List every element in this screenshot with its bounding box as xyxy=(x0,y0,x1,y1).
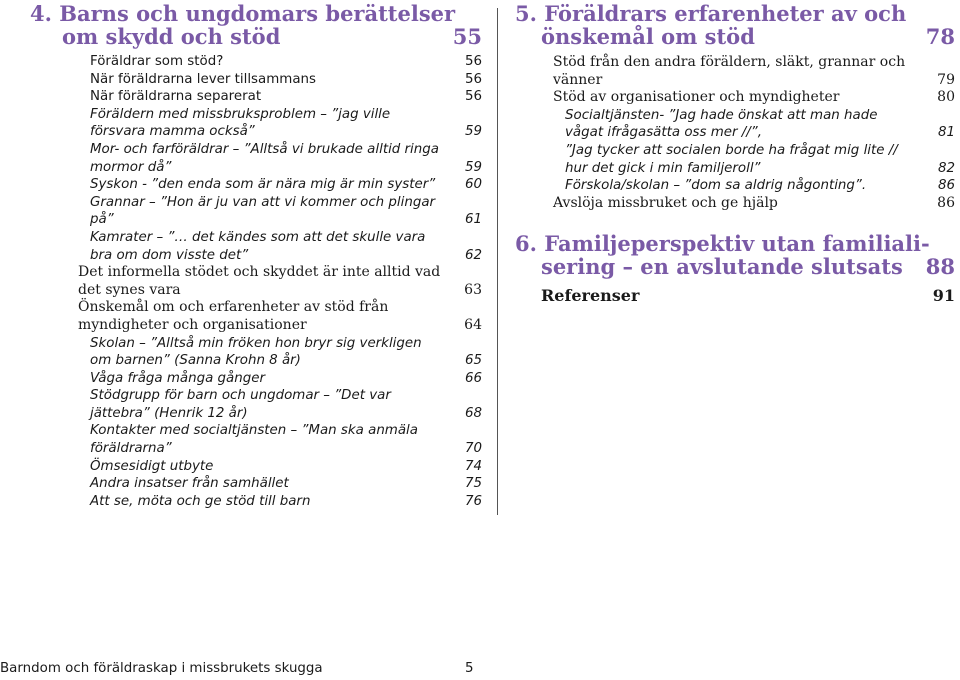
toc-entry-page: 86 xyxy=(937,194,955,211)
chapter-5-number: 5. xyxy=(515,1,537,26)
page-footer xyxy=(0,661,480,676)
toc-entry-title: Socialtjänsten- ”Jag hade önskat att man hade vågat ifrågasätta oss mer //”, xyxy=(565,107,878,141)
chapter-5-title-line1: Föräldrars erfarenheter av och xyxy=(544,1,907,26)
toc-entry[interactable] xyxy=(62,387,482,422)
toc-entry-page: 62 xyxy=(464,247,482,263)
chapter-6-title-line1: Familjeperspektiv utan familiali- xyxy=(544,231,930,257)
chapter-5-page: 78 xyxy=(925,24,955,49)
toc-entry[interactable] xyxy=(62,422,482,457)
toc-entry[interactable] xyxy=(62,458,482,476)
toc-entry-page: 70 xyxy=(464,441,482,457)
toc-entry-title: Att se, möta och ge stöd till barn xyxy=(90,493,311,509)
toc-entry-page: 56 xyxy=(464,89,482,105)
toc-entry-page: 65 xyxy=(464,353,482,369)
toc-entry[interactable] xyxy=(62,141,482,176)
toc-entry-title: Andra insatser från samhället xyxy=(90,476,289,492)
toc-entry-page: 61 xyxy=(464,212,482,228)
toc-entry-page: 59 xyxy=(464,124,482,140)
chapter-4-title-line2: om skydd och stöd xyxy=(62,24,281,49)
toc-entry-title: Kamrater – ”… det kändes som att det skulle vara bra om dom visste det” xyxy=(90,229,426,263)
toc-entry-page: 82 xyxy=(937,160,955,176)
toc-entry-title: Stödgrupp för barn och ungdomar – ”Det var jättebra” (Henrik 12 år) xyxy=(90,388,391,421)
chapter-6-heading xyxy=(515,232,955,278)
toc-entry[interactable] xyxy=(62,194,482,229)
toc-entry[interactable] xyxy=(515,107,955,142)
toc-entry-title: Mor- och farföräldrar – ”Alltså vi brukade alltid ringa mormor då” xyxy=(90,141,439,175)
footer-page-number: 5 xyxy=(465,661,474,676)
toc-entry[interactable] xyxy=(62,106,482,141)
toc-entry-page: 56 xyxy=(464,54,482,69)
toc-entry-page: 66 xyxy=(464,370,482,386)
toc-entry-page: 56 xyxy=(464,71,482,87)
toc-left-column xyxy=(30,0,482,510)
toc-entry-title: Grannar – ”Hon är ju van att vi kommer och plingar på” xyxy=(90,194,436,228)
toc-entry[interactable] xyxy=(62,370,482,388)
toc-entry-title: Förskola/skolan – ”dom sa aldrig någonting”. xyxy=(565,178,867,194)
chapter-4-number: 4. xyxy=(30,1,52,26)
toc-entry-title: Föräldern med missbruksproblem – ”jag ville försvara mamma också” xyxy=(90,106,391,140)
toc-entry-title: Våga fråga många gånger xyxy=(90,370,265,386)
toc-entry-page: 59 xyxy=(464,159,482,175)
toc-entry-title: Det informella stödet och skyddet är inte alltid vad det synes vara xyxy=(78,264,441,298)
toc-entry[interactable] xyxy=(62,71,482,89)
chapter-5-title-line2: önskemål om stöd xyxy=(541,24,755,49)
toc-entry-title: Ömsesidigt utbyte xyxy=(90,458,214,474)
toc-entry-title: Stöd från den andra föräldern, släkt, grannar och vänner xyxy=(553,54,906,88)
toc-entry-title: Önskemål om och erfarenheter av stöd från myndigheter och organisationer xyxy=(78,299,389,333)
toc-entry[interactable] xyxy=(62,493,482,511)
toc-entry[interactable] xyxy=(515,142,955,177)
toc-entry-page: 81 xyxy=(937,125,955,141)
toc-entry-title: Stöd av organisationer och myndigheter xyxy=(553,89,840,106)
toc-entry-page: 63 xyxy=(464,281,482,298)
column-divider xyxy=(497,8,498,515)
chapter-6-title-line2: sering – en avslutande slutsats xyxy=(541,254,903,280)
toc-entry-page: 64 xyxy=(464,316,482,333)
chapter-5-entries xyxy=(515,54,955,212)
footer-title: Barndom och föräldraskap i missbrukets skugga xyxy=(0,661,323,676)
toc-entry[interactable] xyxy=(62,299,482,334)
toc-entry[interactable] xyxy=(515,177,955,195)
toc-entry[interactable] xyxy=(515,54,955,89)
chapter-5-heading xyxy=(515,2,955,48)
references-label: Referenser xyxy=(541,286,640,306)
toc-entry[interactable] xyxy=(515,89,955,107)
toc-entry[interactable] xyxy=(62,229,482,264)
toc-entry[interactable] xyxy=(62,335,482,370)
toc-entry-page: 60 xyxy=(464,177,482,193)
chapter-4-heading xyxy=(0,2,482,48)
toc-entry-title: Syskon - ”den enda som är nära mig är min syster” xyxy=(90,177,436,193)
chapter-4-entries xyxy=(62,53,482,510)
toc-entry-title: När föräldrarna separerat xyxy=(90,89,262,105)
toc-entry[interactable] xyxy=(515,195,955,213)
toc-entry[interactable] xyxy=(62,88,482,106)
toc-entry-page: 76 xyxy=(464,493,482,509)
toc-entry-page: 86 xyxy=(937,178,955,194)
toc-entry-title: Kontakter med socialtjänsten – ”Man ska anmäla föräldrarna” xyxy=(90,423,418,457)
toc-entry-page: 75 xyxy=(464,476,482,492)
toc-entry[interactable] xyxy=(62,176,482,194)
toc-entry[interactable] xyxy=(62,264,482,299)
chapter-6-number: 6. xyxy=(515,231,537,257)
chapter-4-title-line1: Barns och ungdomars berättelser xyxy=(59,1,456,26)
toc-entry[interactable] xyxy=(62,53,482,71)
toc-entry-page: 79 xyxy=(937,71,955,88)
toc-entry-page: 80 xyxy=(937,89,955,106)
toc-entry-title: När föräldrarna lever tillsammans xyxy=(90,71,316,87)
toc-entry-title: Avslöja missbruket och ge hjälp xyxy=(553,194,778,211)
toc-entry-title: Skolan – ”Alltså min fröken hon bryr sig verkligen om barnen” (Sanna Krohn 8 år) xyxy=(90,335,422,369)
references-page: 91 xyxy=(932,286,955,306)
toc-entry-page: 68 xyxy=(464,405,482,421)
toc-entry-title: Föräldrar som stöd? xyxy=(90,54,224,69)
toc-entry[interactable] xyxy=(62,475,482,493)
toc-right-column xyxy=(515,0,955,306)
references-entry xyxy=(515,286,955,306)
toc-entry-title: ”Jag tycker att socialen borde ha frågat mig lite // hur det gick i min familjeroll” xyxy=(565,142,898,176)
chapter-4-page: 55 xyxy=(452,24,482,49)
toc-entry-page: 74 xyxy=(464,458,482,474)
chapter-6-page: 88 xyxy=(925,254,955,280)
